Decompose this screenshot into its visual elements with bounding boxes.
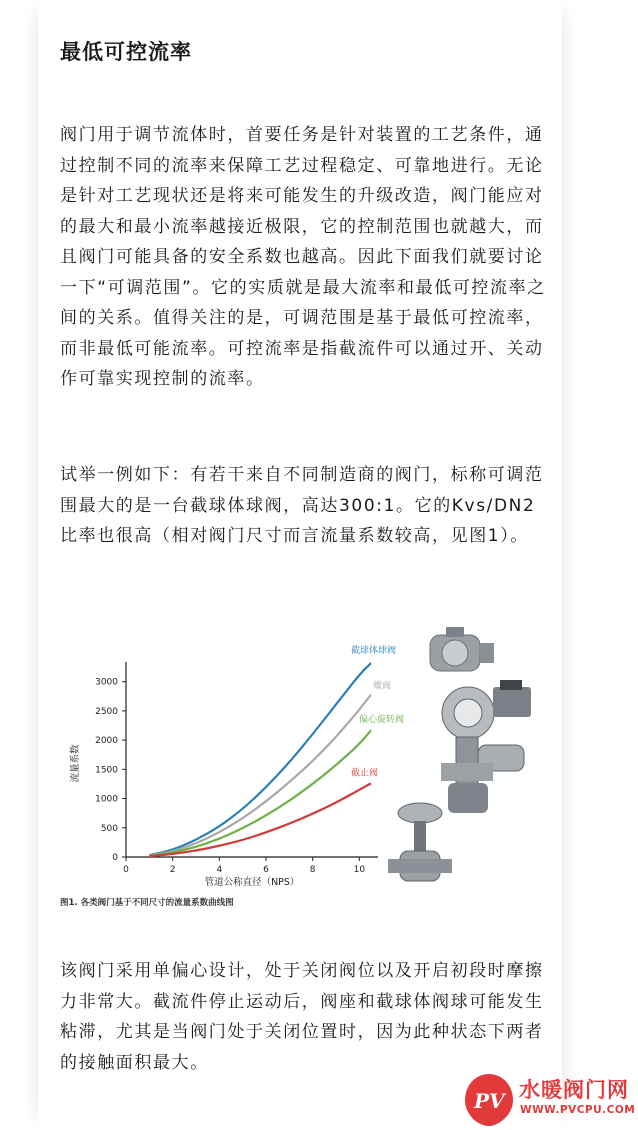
y-tick-label: 1500 — [95, 765, 118, 776]
x-tick-label: 4 — [216, 865, 223, 875]
y-tick-label: 1000 — [95, 794, 118, 805]
y-tick-label: 0 — [112, 853, 118, 863]
x-tick-label: 0 — [123, 865, 129, 875]
valve-photos — [388, 627, 531, 881]
x-tick-label: 2 — [169, 865, 176, 875]
globe-valve-image — [388, 803, 452, 881]
watermark-site-name: 水暖阀门网 — [519, 1078, 629, 1102]
y-tick-label: 2500 — [95, 706, 118, 717]
x-tick-label: 10 — [353, 865, 366, 875]
chart-plot-area — [69, 644, 404, 888]
section-title: 最低可控流率 — [60, 40, 192, 64]
figure-caption: 图1. 各类阀门基于不同尺寸的流量系数曲线图 — [60, 898, 234, 908]
series-label-4: 截止阀 — [351, 768, 379, 779]
x-tick-label: 6 — [263, 865, 269, 875]
paragraph-1: 阀门用于调节流体时，首要任务是针对装置的工艺条件，通过控制不同的流率来保障工艺过程稳定、可靠地进行。无论是针对工艺现状还是将来可能发生的升级改造，阀门能应对的最大和最小流率越接近极限，它的控制范围也就越大，而且阀门可能具备的安全系数也越高。因此下面我们就要讨论一下“可调范围”。它的实质就是最大流率和最低可控流率之间的关系。值得关注的是，可调范围是基于最低可控流率，而非最低可能流率。可控流率是指截流件可以通过开、关动作可靠实现控制的流率。 — [60, 125, 546, 389]
paragraph-2: 试举一例如下：有若干来自不同制造商的阀门，标称可调范围最大的是一台截球体球阀，高达300:1。它的Kvs/DN2比率也很高（相对阀门尺寸而言流量系数较高，见图1）。 — [60, 465, 544, 546]
watermark-logo-icon — [463, 1072, 515, 1128]
series-label-3: 偏心旋转阀 — [359, 715, 405, 726]
series-line-2 — [149, 695, 371, 856]
watermark-site-url: WWW.PVCPU.COM — [520, 1104, 636, 1116]
y-tick-label: 3000 — [95, 677, 118, 688]
x-axis-label: 管道公称直径（NPS） — [204, 877, 300, 888]
series-label-1: 截球体球阀 — [351, 645, 397, 656]
x-tick-label: 8 — [309, 865, 316, 875]
flow-coefficient-figure — [38, 625, 562, 915]
series-label-2: 蝶阀 — [373, 681, 392, 692]
ball-valve-image — [430, 627, 494, 671]
butterfly-valve-image — [442, 680, 531, 739]
y-tick-label: 500 — [100, 823, 118, 834]
article-page — [38, 0, 636, 1130]
eccentric-rotary-valve-image — [441, 737, 524, 813]
y-axis-label: 流量系数 — [70, 744, 81, 783]
watermark-logo-letters: PV — [474, 1089, 505, 1113]
site-watermark — [463, 1070, 638, 1130]
y-tick-label: 2000 — [95, 736, 118, 747]
paragraph-3: 该阀门采用单偏心设计，处于关闭阀位以及开启初段时摩擦力非常大。截流件停止运动后，阀座和截球体阀球可能发生粘滞，尤其是当阀门处于关闭位置时，因为此种状态下两者的接触面积最大。 — [60, 961, 544, 1073]
series-line-1 — [149, 663, 371, 855]
